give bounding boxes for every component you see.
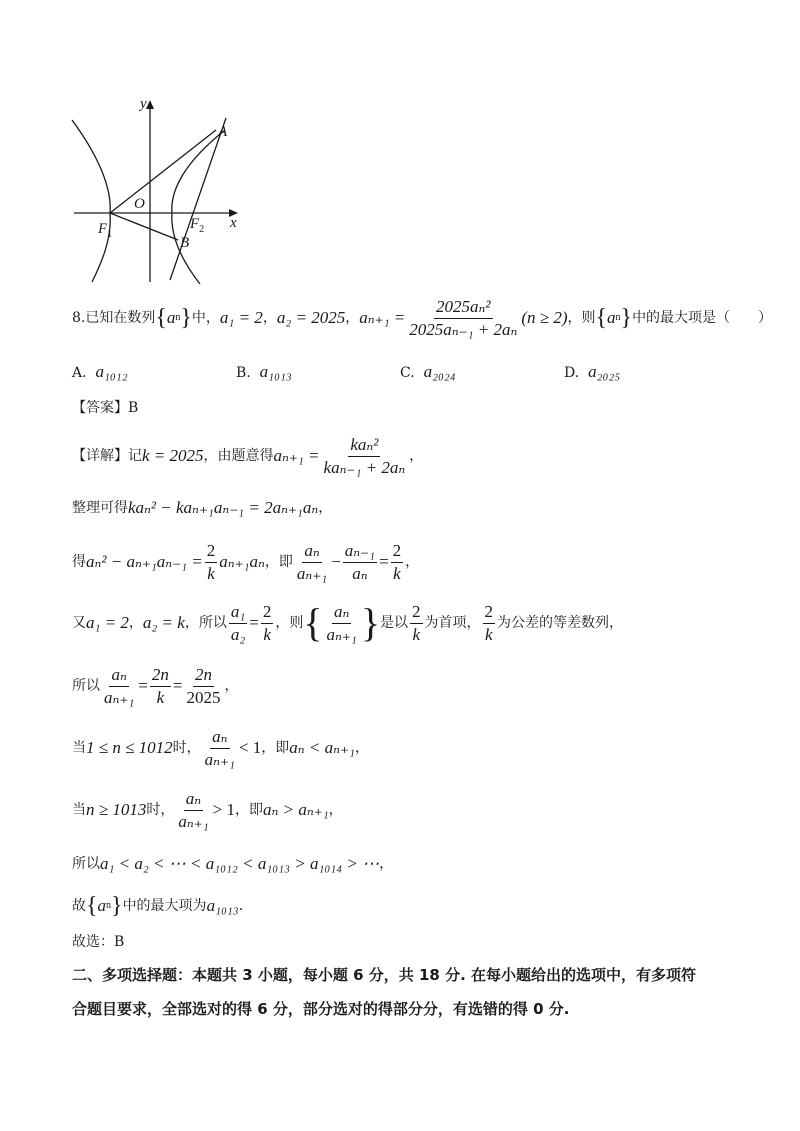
option-d [564,362,620,383]
text: 时， [146,802,175,818]
denominator: k [156,687,165,707]
right-brace: } [111,893,123,919]
label-y: y [140,96,147,112]
result: aₙ > aₙ₊₁ [262,800,329,819]
text: 所以 [72,856,100,872]
operator: = [138,676,148,695]
detail-line-3 [72,538,419,586]
sep: ， [262,310,277,326]
numerator: 2 [391,541,404,563]
operator: = [379,552,389,571]
text: 中的最大项为 [122,898,207,914]
denominator: k [263,624,271,644]
punct: ， [224,678,239,694]
equation: a₂ = k [142,613,185,632]
text: 时， [172,740,201,756]
text: 故 [72,898,86,914]
hyperbola-right-branch [172,130,225,284]
fraction-2-over-k [483,602,496,645]
fraction [325,602,359,645]
denominator: k [393,563,401,583]
recurrence-numerator: 2025aₙ² [434,297,493,319]
numerator: 2n [193,665,214,687]
denominator: k [207,563,215,583]
segment-f1-b [110,213,178,240]
fraction [343,541,377,584]
detail-line-2 [72,496,332,520]
hyperbola-figure [60,90,260,290]
fraction-2-over-k [205,541,218,584]
numerator: aₙ [210,727,229,749]
denominator: kaₙ₋₁ + 2aₙ [323,457,406,477]
detail-line-1 [72,432,423,480]
right-brace: } [180,305,192,331]
text: 为首项， [424,615,481,631]
numerator: aₙ [302,541,321,563]
detail-line-9: 故 { a n } 中的最大项为 a₁₀₁₃ . [72,893,244,919]
question-mid: 中， [191,310,220,326]
section-2-line-1: 二、多项选择题：本题共 3 小题，每小题 6 分，共 18 分. 在每小题给出的选项中，有多项符 [72,966,697,984]
numerator: kaₙ² [348,435,380,457]
right-brace: } [360,600,381,645]
recurrence-fraction [407,297,519,340]
text: 得 [72,554,86,570]
text: ，由题意得 [203,448,274,464]
numerator: aₙ₋₁ [343,541,377,563]
numerator: aₙ [332,602,351,624]
fraction [229,602,247,645]
punct: . [238,898,244,914]
recurrence-lhs: aₙ₊₁ = [273,446,320,465]
numerator: aₙ [184,789,203,811]
detail-label: 【详解】记 [72,448,142,464]
text: ，即 [264,554,293,570]
y-axis-arrow [146,100,154,109]
numerator: aₙ [109,665,128,687]
fraction [102,665,136,708]
question-tail: ，则 [567,310,596,326]
left-brace: { [155,305,167,331]
question-number: 8. [72,310,86,326]
segment-f1-a [110,130,216,213]
option-value: a₂₀₂₅ [588,362,621,381]
denominator: k [485,624,493,644]
a1-value: a₁ = 2 [219,308,263,327]
line-ab [170,118,226,280]
right-brace: } [620,305,633,331]
numerator: 2 [261,602,274,624]
option-value: a₂₀₂₄ [423,362,456,381]
question-lead: 已知在数列 [85,310,156,326]
operator: − [331,552,341,571]
denominator: aₙ₊₁ [104,687,135,707]
label-x: x [230,215,237,231]
punct: ， [328,802,343,818]
detail-line-8 [72,852,393,876]
label-b: B [180,235,190,251]
text: ，即 [234,802,263,818]
seq-symbol: a [607,308,616,327]
equation: a₁ = 2 [86,613,129,632]
option-value: a₁₀₁₃ [259,362,292,381]
fraction [295,541,329,584]
option-b [236,362,292,383]
label-f1: $F_1$ [98,221,113,240]
equation: aₙ₊₁aₙ [219,552,265,571]
numerator: 2n [150,665,171,687]
fraction [203,727,237,770]
equation: kaₙ² − kaₙ₊₁aₙ₋₁ = 2aₙ₊₁aₙ [128,498,319,517]
text: 是以 [380,615,409,631]
final-choice: 故选：B [72,934,125,950]
denominator: aₙ₊₁ [204,749,235,769]
result: aₙ < aₙ₊₁ [289,738,355,757]
option-a [72,362,128,383]
denominator: 2025 [186,687,221,707]
condition: n ≥ 1013 [86,800,147,819]
seq-symbol: a [166,308,176,327]
equation: aₙ² − aₙ₊₁aₙ₋₁ = [86,552,203,571]
option-c [400,362,456,383]
punct: ， [409,448,424,464]
text: ，所以 [184,615,227,631]
left-brace: { [303,600,323,645]
numerator: 2 [205,541,218,563]
option-letter: B. [236,365,251,381]
option-letter: D. [564,365,580,381]
seq-symbol: a [97,896,107,915]
operator: = [249,613,259,632]
text: 当 [72,740,86,756]
numerator: 2 [483,602,496,624]
k-definition: k = 2025 [142,446,204,465]
detail-line-4 [72,598,623,648]
denominator: aₙ₊₁ [326,624,357,644]
result: a₁₀₁₃ [206,896,239,915]
text: 所以 [72,678,100,694]
a2-value: a₂ = 2025 [276,308,346,327]
denominator: aₙ₊₁ [178,811,209,831]
label-a: A [218,124,228,140]
sep: ， [345,310,360,326]
question-tail-2: 中的最大项是（ ） [632,310,773,326]
recurrence-fraction-k [322,435,408,478]
denominator: k [412,624,421,644]
punct: ， [318,500,333,516]
text: ，则 [275,615,304,631]
option-value: a₁₀₁₂ [95,362,128,381]
detail-line-7 [72,786,343,834]
operator: = [172,676,183,695]
option-letter: A. [72,365,87,381]
fraction [150,665,171,708]
punct: ， [405,554,420,570]
left-brace: { [86,893,98,919]
recurrence-condition: (n ≥ 2) [521,308,568,327]
recurrence-denominator: 2025aₙ₋₁ + 2aₙ [409,319,518,339]
punct: ， [128,615,143,631]
question-8: 8. 已知在数列 { a n } 中， a₁ = 2 ， a₂ = 2025 ， aₙ₊₁ = $\frac{\text{2025aₙ²}}{\text{2025aₙ₋₁ + 2aₙ}}$ (n ≥ 2) ，则 { a n } 中的最大项是（ ） [72,296,773,339]
detail-line-5 [72,662,238,710]
denominator: a₂ [230,624,246,644]
text: ，即 [261,740,290,756]
answer: 【答案】B [72,400,139,416]
numerator: a₁ [229,602,247,624]
numerator: 2 [410,602,423,624]
punct: ， [354,740,369,756]
label-o: O [134,196,145,212]
fraction-2-over-k [261,602,274,645]
section-2-line-2: 合题目要求，全部选对的得 6 分，部分选对的得部分分，有选错的得 0 分. [72,1000,570,1018]
label-f2: $F_2$ [190,216,205,235]
denominator: aₙ₊₁ [296,563,328,583]
detail-line-6 [72,724,369,772]
option-letter: C. [400,365,415,381]
denominator: aₙ [352,563,368,583]
punct: ， [379,856,394,872]
text: 又 [72,615,86,631]
text: 为公差的等差数列， [497,615,624,631]
fraction-2-over-k [410,602,423,645]
hyperbola-left-branch [72,120,113,282]
relation: < 1 [238,738,262,757]
left-brace: { [595,305,608,331]
fraction [184,665,222,708]
text: 当 [72,802,86,818]
fraction [176,789,210,832]
fraction-2-over-k [391,541,404,584]
recurrence-lhs: aₙ₊₁ = [359,308,406,327]
inequality-chain: a₁ < a₂ < ⋯ < a₁₀₁₂ < a₁₀₁₃ > a₁₀₁₄ > ⋯ [100,854,380,873]
text: 整理可得 [72,500,128,516]
condition: 1 ≤ n ≤ 1012 [86,738,173,757]
relation: > 1 [212,800,235,819]
